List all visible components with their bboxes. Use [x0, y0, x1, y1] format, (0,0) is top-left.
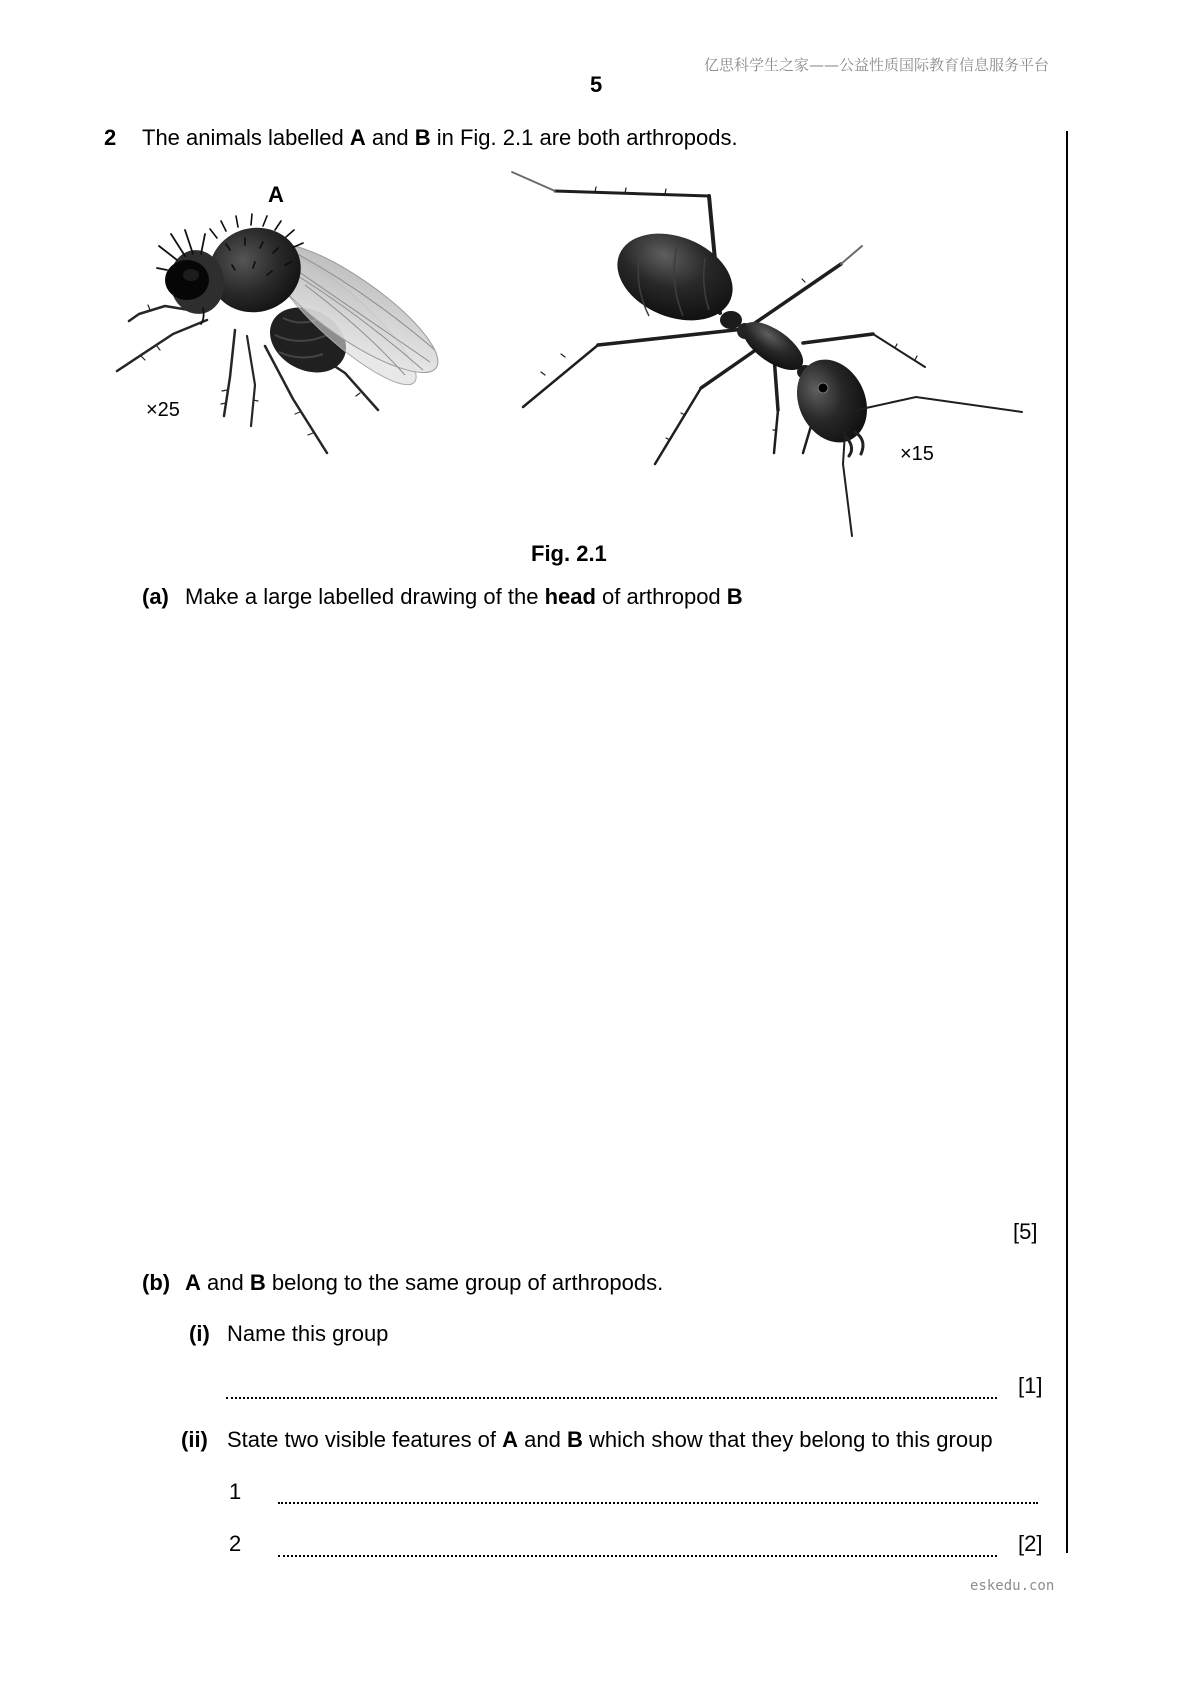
fly-leg [117, 320, 207, 371]
ant-leg-tibia [803, 426, 811, 453]
prompt-text: Make a large labelled drawing of the [185, 584, 545, 609]
prompt-text: State two visible features of [227, 1427, 503, 1452]
magnification-b: ×15 [900, 443, 934, 465]
answer-line-number: 2 [229, 1531, 242, 1556]
ant-leg-tibia [774, 410, 778, 453]
part-a-prompt [185, 584, 743, 610]
ant-leg-tarsus [841, 246, 862, 264]
part-b-i-label: (i) [189, 1321, 210, 1346]
ant-leg-tibia [655, 388, 701, 464]
part-b-prompt [185, 1270, 663, 1296]
prompt-term-head: head [544, 584, 596, 609]
ant-leg-femur [755, 264, 841, 323]
margin-rule [1066, 131, 1068, 1553]
ant-leg-tibia [873, 334, 925, 367]
intro-text: in Fig. 2.1 are both arthropods. [430, 125, 738, 150]
prompt-text: and [200, 1270, 250, 1295]
fly-eye-sheen [183, 269, 199, 281]
part-b-ii-label: (ii) [181, 1427, 208, 1452]
prompt-term-b: B [726, 584, 743, 609]
part-a-label: (a) [142, 584, 169, 609]
prompt-text: which show that they belong to this group [582, 1427, 993, 1452]
ant-eye [818, 383, 828, 393]
fly-leg [247, 336, 255, 426]
prompt-term-b: B [566, 1427, 583, 1452]
answer-line [278, 1555, 997, 1557]
part-b-label: (b) [142, 1270, 171, 1295]
intro-text: and [365, 125, 415, 150]
ant-leg-femur [701, 347, 760, 388]
footer-watermark: eskedu.con [970, 1578, 1055, 1594]
prompt-text: of arthropod [595, 584, 727, 609]
prompt-term-a: A [185, 1270, 201, 1295]
part-b-ii-marks: [2] [1018, 1531, 1043, 1556]
prompt-text: and [518, 1427, 567, 1452]
part-a-marks: [5] [1013, 1219, 1038, 1244]
magnification-a: ×25 [146, 399, 180, 421]
ant-antenna [857, 397, 1022, 412]
answer-line-number: 1 [229, 1479, 242, 1504]
ant-leg-tarsus [512, 172, 555, 191]
ant-leg-tibia [555, 191, 709, 196]
header-site-name: 亿思科学生之家——公益性质国际教育信息服务平台 [703, 56, 1049, 74]
question-number: 2 [104, 125, 117, 150]
page-number: 5 [590, 72, 603, 97]
ant-illustration [505, 160, 1035, 542]
part-b-i-prompt: Name this group [227, 1321, 389, 1346]
prompt-term-a: A [502, 1427, 519, 1452]
answer-line [278, 1502, 1038, 1504]
figure-label-a: A [268, 182, 284, 207]
drawing-space [142, 625, 1042, 1205]
prompt-term-b: B [249, 1270, 266, 1295]
intro-term-a: A [349, 125, 366, 150]
fly-illustration [105, 190, 450, 470]
ant-leg-femur [598, 329, 744, 345]
question-intro [142, 125, 738, 151]
part-b-ii-prompt [227, 1427, 993, 1453]
prompt-text: belong to the same group of arthropods. [265, 1270, 664, 1295]
answer-line [226, 1397, 997, 1399]
ant-leg-femur [803, 334, 873, 343]
intro-text: The animals labelled [142, 125, 350, 150]
intro-term-b: B [414, 125, 431, 150]
figure-caption: Fig. 2.1 [531, 541, 607, 566]
part-b-i-marks: [1] [1018, 1373, 1043, 1398]
